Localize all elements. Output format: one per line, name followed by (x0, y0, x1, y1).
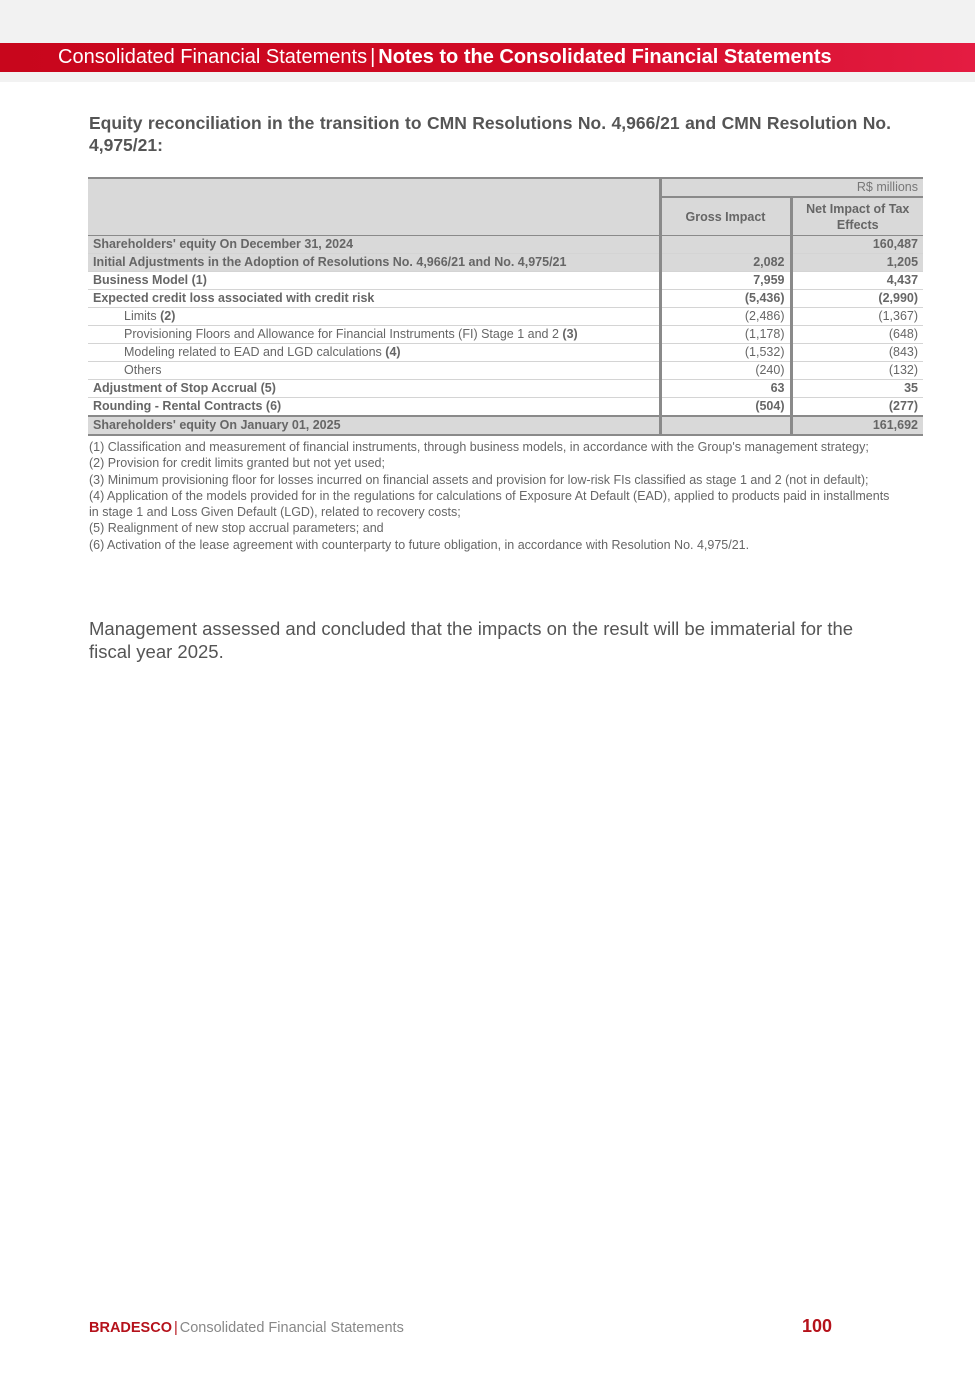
row-label: Provisioning Floors and Allowance for Financial Instruments (FI) Stage 1 and 2 (124, 327, 559, 341)
row-net: (132) (791, 362, 923, 380)
row-gross: 7,959 (660, 272, 791, 290)
row-net: (843) (791, 344, 923, 362)
row-gross: 63 (660, 380, 791, 398)
row-label: Expected credit loss associated with credit risk (88, 290, 660, 308)
footer-brand: BRADESCO (89, 1320, 172, 1336)
table-header-unit-row (88, 178, 923, 197)
row-label-cell (88, 308, 660, 326)
header-section: Consolidated Financial Statements (58, 46, 368, 68)
table-row (88, 344, 923, 362)
row-ref: (2) (160, 309, 176, 323)
row-gross: (504) (660, 398, 791, 417)
footer-label: Consolidated Financial Statements (179, 1320, 404, 1336)
header-separator: | (370, 46, 376, 68)
header-underlay (0, 72, 975, 82)
column-header-net: Net Impact of Tax Effects (791, 197, 923, 236)
row-label: Business Model (1) (88, 272, 660, 290)
page-footer (89, 1320, 404, 1336)
row-label-cell (88, 326, 660, 344)
table-row (88, 416, 923, 435)
row-label: Others (88, 362, 660, 380)
table-row (88, 380, 923, 398)
row-label: Shareholders' equity On January 01, 2025 (88, 416, 660, 435)
unit-label: R$ millions (660, 178, 923, 197)
row-label: Initial Adjustments in the Adoption of Resolutions No. 4,966/21 and No. 4,975/21 (88, 254, 660, 272)
footnotes (89, 439, 894, 553)
table-header-blank (88, 178, 660, 236)
row-gross: (2,486) (660, 308, 791, 326)
column-header-gross: Gross Impact (660, 197, 791, 236)
row-gross: (1,532) (660, 344, 791, 362)
footnote: (6) Activation of the lease agreement with counterparty to future obligation, in accordance with Resolution No. 4,975/21. (89, 537, 750, 552)
table-row (88, 308, 923, 326)
row-net: 4,437 (791, 272, 923, 290)
equity-reconciliation-table (88, 177, 923, 436)
footnote: (5) Realignment of new stop accrual parameters; and (89, 521, 384, 536)
row-net: (1,367) (791, 308, 923, 326)
table-row (88, 272, 923, 290)
row-gross: (1,178) (660, 326, 791, 344)
table-row (88, 236, 923, 254)
section-title: Equity reconciliation in the transition to CMN Resolutions No. 4,966/21 and CMN Resolution No. 4,975/21: (89, 113, 891, 155)
top-strip (0, 0, 975, 43)
table-row (88, 254, 923, 272)
row-gross: (240) (660, 362, 791, 380)
page-header (0, 43, 975, 72)
row-label: Modeling related to EAD and LGD calculations (124, 345, 382, 359)
row-gross (660, 416, 791, 435)
row-label: Shareholders' equity On December 31, 2024 (88, 236, 660, 254)
row-net: 1,205 (791, 254, 923, 272)
page-number: 100 (802, 1316, 833, 1336)
footnote: (4) Application of the models provided for in the regulations for calculations of Exposure At Default (EAD), applied to products paid in installments in stage 1 and Loss Given Default (LGD), related to recovery costs; (89, 488, 890, 520)
row-net: 35 (791, 380, 923, 398)
footnote: (3) Minimum provisioning floor for losses incurred on financial assets and provision for low-risk FIs classified as stage 1 and 2 (not in default); (89, 472, 869, 487)
row-label: Rounding - Rental Contracts (6) (88, 398, 660, 417)
row-net: (277) (791, 398, 923, 417)
row-gross: (5,436) (660, 290, 791, 308)
table-row (88, 290, 923, 308)
table-row (88, 398, 923, 417)
table-row (88, 326, 923, 344)
row-label: Adjustment of Stop Accrual (5) (88, 380, 660, 398)
footnote: (1) Classification and measurement of financial instruments, through business models, in accordance with the Group's management strategy; (89, 440, 869, 454)
row-net: (2,990) (791, 290, 923, 308)
row-ref: (4) (385, 345, 401, 359)
row-gross (660, 236, 791, 254)
conclusion-paragraph: Management assessed and concluded that the impacts on the result will be immaterial for the fiscal year 2025. (89, 618, 854, 662)
row-net: 161,692 (791, 416, 923, 435)
row-gross: 2,082 (660, 254, 791, 272)
row-ref: (3) (562, 327, 578, 341)
row-net: 160,487 (791, 236, 923, 254)
row-label-cell (88, 344, 660, 362)
header-subsection: Notes to the Consolidated Financial Statements (378, 46, 832, 68)
row-net: (648) (791, 326, 923, 344)
footnote: (2) Provision for credit limits granted but not yet used; (89, 456, 385, 471)
footer-separator: | (173, 1320, 178, 1336)
table-row (88, 362, 923, 380)
row-label: Limits (124, 309, 157, 323)
